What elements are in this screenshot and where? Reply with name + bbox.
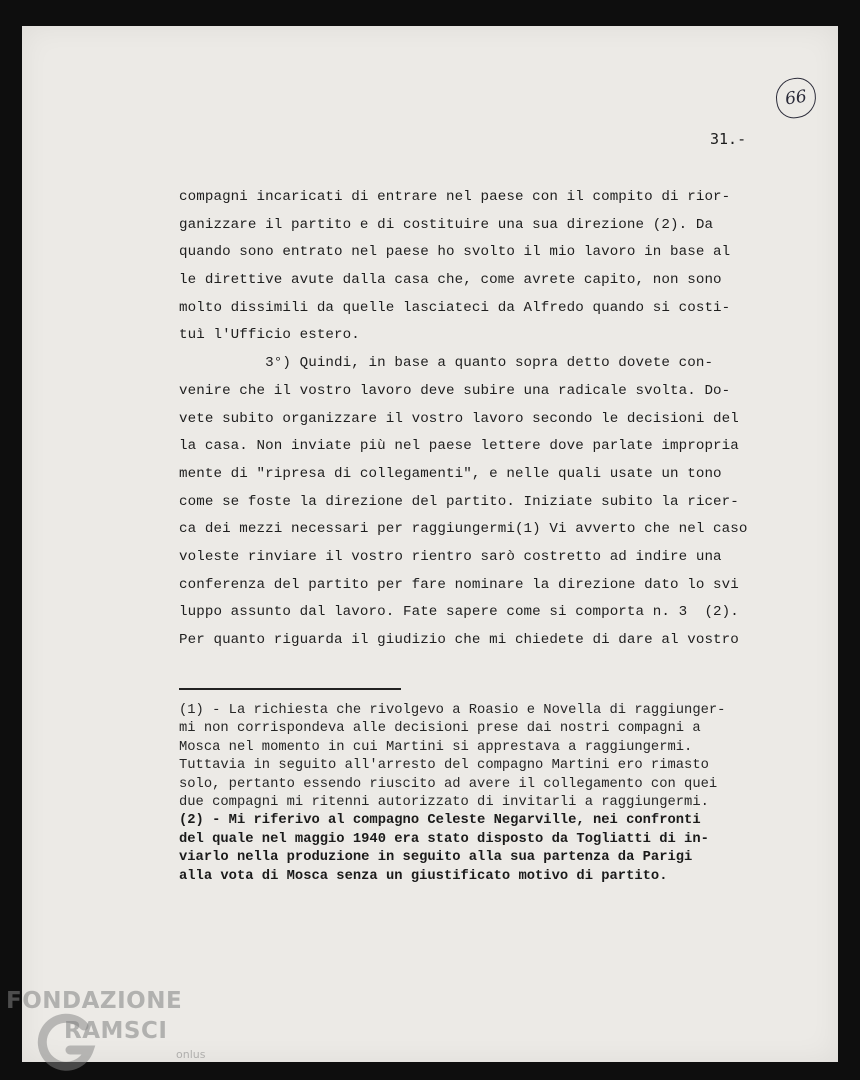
body-line: tuì l'Ufficio estero. bbox=[179, 327, 360, 344]
body-line: la casa. Non inviate più nel paese lettere dove parlate impropria bbox=[179, 438, 739, 455]
body-line: come se foste la direzione del partito. Iniziate subito la ricer- bbox=[179, 493, 739, 510]
footnote-line: del quale nel maggio 1940 era stato disposto da Togliatti di in- bbox=[179, 831, 709, 847]
body-line: le direttive avute dalla casa che, come avrete capito, non sono bbox=[179, 272, 722, 289]
body-line: quando sono entrato nel paese ho svolto il mio lavoro in base al bbox=[179, 244, 731, 261]
fondazione-gramsci-watermark bbox=[6, 988, 226, 1080]
footnote-line: (1) - La richiesta che rivolgevo a Roasio e Novella di raggiunger- bbox=[179, 703, 726, 718]
body-line: venire che il vostro lavoro deve subire una radicale svolta. Do- bbox=[179, 382, 731, 399]
body-text bbox=[179, 184, 819, 655]
page-number: 31.- bbox=[710, 130, 747, 148]
body-line: Per quanto riguarda il giudizio che mi chiedete di dare al vostro bbox=[179, 632, 739, 648]
footnote-line: Mosca nel momento in cui Martini si apprestava a raggiungermi. bbox=[179, 739, 693, 755]
watermark-line2: RAMSCI bbox=[64, 1018, 168, 1044]
footnote-line: alla vota di Mosca senza un giustificato motivo di partito. bbox=[179, 868, 668, 884]
footnote-divider bbox=[179, 688, 401, 690]
watermark-line1: FONDAZIONE bbox=[6, 988, 183, 1014]
body-line: conferenza del partito per fare nominare la direzione dato lo svi bbox=[179, 576, 739, 593]
watermark-sub: onlus bbox=[176, 1048, 206, 1061]
body-line: voleste rinviare il vostro rientro sarò costretto ad indire una bbox=[179, 548, 722, 565]
footnote-line: mi non corrispondeva alle decisioni prese dai nostri compagni a bbox=[179, 721, 701, 737]
footnote-line: Tuttavia in seguito all'arresto del compagno Martini ero rimasto bbox=[179, 758, 709, 774]
body-line: molto dissimili da quelle lasciateci da Alfredo quando si costi- bbox=[179, 299, 731, 316]
archive-number-stamp: 66 bbox=[773, 75, 818, 120]
document-page bbox=[22, 26, 838, 1062]
body-line: luppo assunto dal lavoro. Fate sapere come si comporta n. 3 (2). bbox=[179, 604, 739, 621]
body-line: mente di "ripresa di collegamenti", e nelle quali usate un tono bbox=[179, 465, 722, 482]
footnote-line: (2) - Mi riferivo al compagno Celeste Negarville, nei confronti bbox=[179, 813, 701, 829]
body-line: ganizzare il partito e di costituire una sua direzione (2). Da bbox=[179, 216, 714, 233]
footnotes bbox=[179, 702, 839, 886]
footnote-line: due compagni mi ritenni autorizzato di invitarli a raggiungermi. bbox=[179, 794, 709, 810]
footnote-line: solo, pertanto essendo riuscito ad avere il collegamento con quei bbox=[179, 776, 718, 792]
body-line: vete subito organizzare il vostro lavoro secondo le decisioni del bbox=[179, 410, 739, 427]
body-line: compagni incaricati di entrare nel paese con il compito di rior- bbox=[179, 189, 731, 205]
body-line: ca dei mezzi necessari per raggiungermi(1) Vi avverto che nel caso bbox=[179, 521, 748, 538]
footnote-line: viarlo nella produzione in seguito alla sua partenza da Parigi bbox=[179, 850, 693, 866]
body-line: 3°) Quindi, in base a quanto sopra detto dovete con- bbox=[179, 355, 714, 372]
